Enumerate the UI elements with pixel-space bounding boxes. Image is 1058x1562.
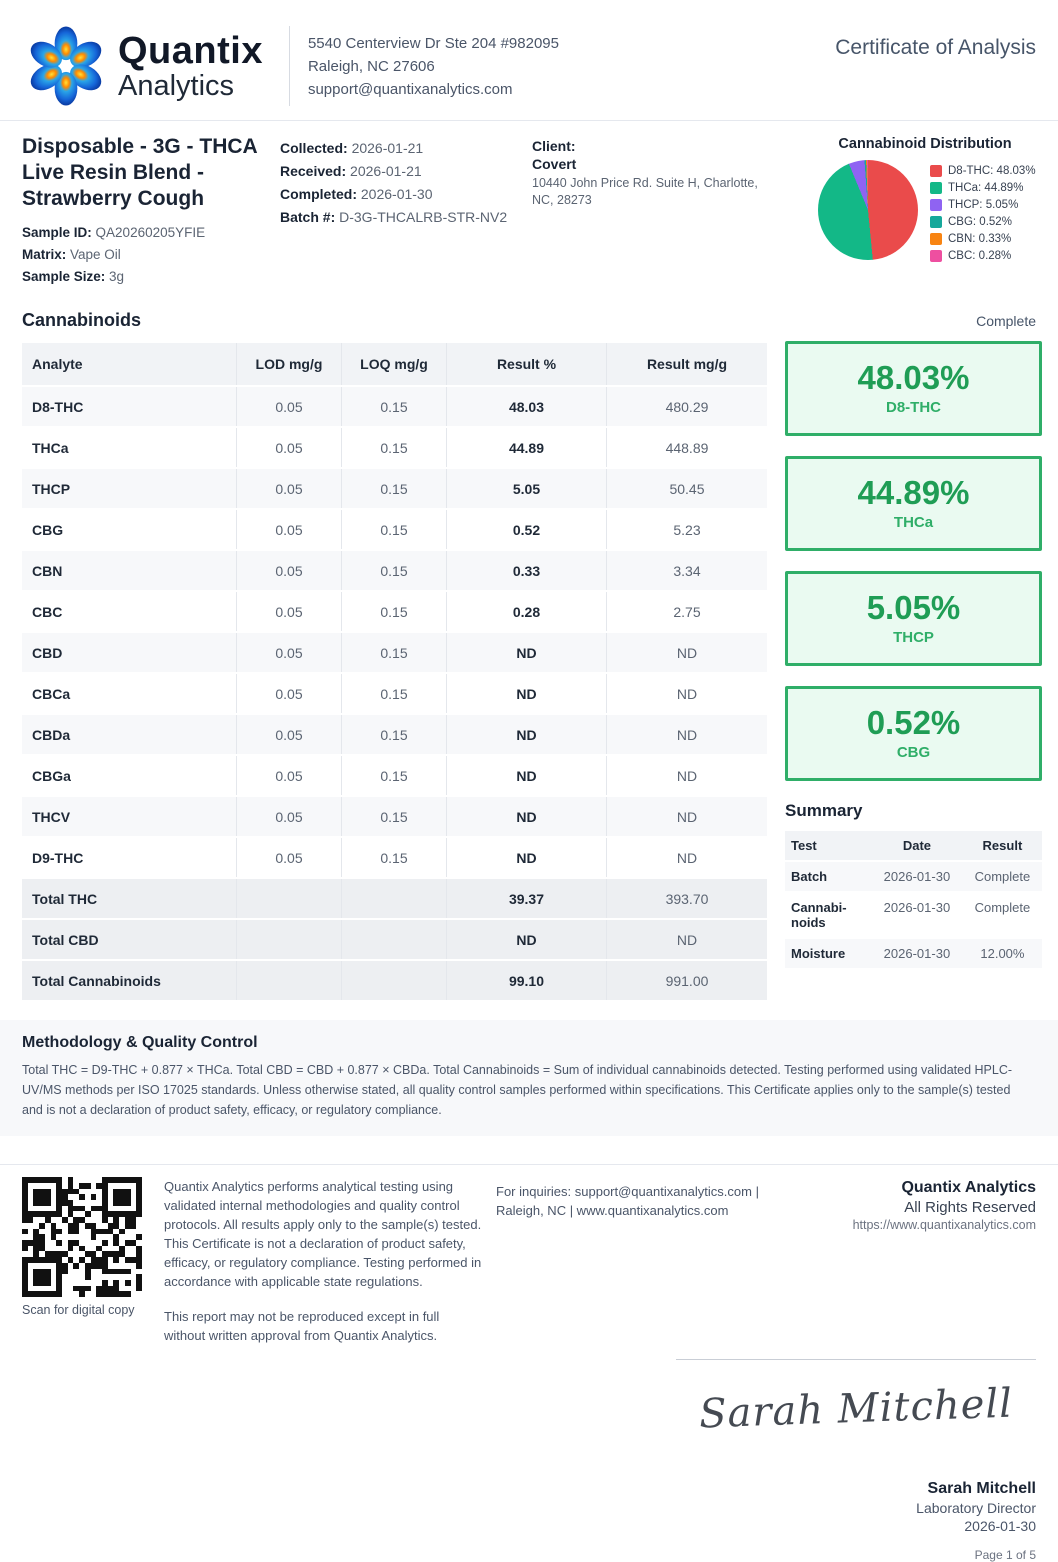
col-lod: LOD mg/g (237, 343, 342, 385)
table-row (22, 633, 767, 672)
cannabinoid-pie (818, 160, 918, 260)
header (0, 0, 1058, 118)
cell-analyte: CBDa (22, 715, 237, 754)
sum-col-date: Date (871, 831, 963, 860)
client-block (532, 134, 814, 288)
cell-result-pct: 48.03 (447, 387, 607, 426)
cell-lod: 0.05 (237, 838, 342, 877)
summary-row (785, 893, 1042, 937)
methodology-inner (11, 1034, 1036, 1120)
date-field (280, 160, 532, 183)
cell-result-pct: 99.10 (447, 961, 607, 1000)
brand-subname: Analytics (118, 70, 235, 102)
cell-lod: 0.05 (237, 715, 342, 754)
pie-legend (930, 160, 1036, 264)
qr-caption: Scan for digital copy (22, 1303, 135, 1318)
cell-result-mg: ND (607, 633, 767, 672)
legend-item (930, 213, 1036, 230)
lab-address-line: support@quantixanalytics.com (307, 81, 513, 98)
sample-field (22, 244, 280, 266)
cell-loq: 0.15 (342, 592, 447, 631)
methodology-section (0, 1020, 1058, 1136)
cell-result-pct: ND (447, 797, 607, 836)
legend-swatch (930, 165, 942, 177)
summary-title: Summary (785, 801, 863, 821)
main-content (0, 341, 1058, 1002)
right-rail (785, 341, 1042, 1002)
date-field (280, 137, 532, 160)
highlight-label: D8-THC (886, 398, 941, 416)
cell-lod: 0.05 (237, 756, 342, 795)
cell-analyte: CBN (22, 551, 237, 590)
highlight-value: 0.52% (866, 704, 961, 742)
summary-row (785, 939, 1042, 968)
cell-loq: 0.15 (342, 387, 447, 426)
brand-block (118, 32, 263, 103)
sample-fields (22, 222, 280, 288)
summary-header-row (785, 831, 1042, 860)
distribution-block (814, 134, 1036, 288)
table-row (22, 756, 767, 795)
sum-cell-result: Complete (963, 862, 1042, 891)
signature-divider (676, 1359, 1036, 1360)
cell-result-mg: 393.70 (607, 879, 767, 918)
signer-name: Sarah Mitchell (927, 1480, 1036, 1498)
cell-lod (237, 879, 342, 918)
lab-address (308, 32, 559, 101)
cell-result-pct: 44.89 (447, 428, 607, 467)
cell-analyte: Total CBD (22, 920, 237, 959)
client-name: Covert (532, 156, 577, 172)
legend-item (930, 179, 1036, 196)
legend-item (930, 162, 1036, 179)
cell-lod: 0.05 (237, 387, 342, 426)
date-label: Received: (280, 163, 347, 179)
cell-result-pct: ND (447, 838, 607, 877)
cell-loq: 0.15 (342, 633, 447, 672)
field-label: Sample Size: (22, 269, 106, 285)
cannabinoids-table-body (22, 387, 767, 1000)
footer-company-block (810, 1177, 1036, 1345)
sample-field (22, 266, 280, 288)
footer-inquiries: For inquiries: support@quantixanalytics.com | Raleigh, NC | www.quantixanalytics.com (496, 1184, 759, 1219)
cannabinoids-title: Cannabinoids (22, 310, 142, 331)
table-row (22, 797, 767, 836)
cell-analyte: D9-THC (22, 838, 237, 877)
date-value: 2026-01-30 (360, 186, 433, 202)
highlight-label: CBG (896, 743, 931, 761)
sample-field (22, 222, 280, 244)
field-value: Vape Oil (70, 247, 121, 263)
cell-loq: 0.15 (342, 428, 447, 467)
legend-swatch (930, 250, 942, 262)
date-value: D-3G-THCALRB-STR-NV2 (339, 209, 508, 225)
cell-lod (237, 961, 342, 1000)
cell-result-pct: ND (447, 633, 607, 672)
lab-address-line: Raleigh, NC 27606 (307, 58, 435, 75)
cell-result-pct: 0.52 (447, 510, 607, 549)
cell-lod: 0.05 (237, 797, 342, 836)
methodology-text: Total THC = D9-THC + 0.877 × THCa. Total CBD = CBD + 0.877 × CBDa. Total Cannabinoids = Sum of individual cannabinoids detected. Testing performed using validated HPLC-UV/MS methods per ISO 17025 standards. Unless otherwise stated, all quality control samples performed within specifications. This Certificate applies only to the sample(s) tested and is not a declaration of product safety, efficacy, or regulatory compliance. (22, 1063, 1013, 1118)
cell-loq (342, 920, 447, 959)
legend-item (930, 196, 1036, 213)
lab-address-line: 5540 Centerview Dr Ste 204 #982095 (307, 35, 559, 52)
cell-loq (342, 879, 447, 918)
highlight-value: 48.03% (857, 359, 970, 397)
date-field (280, 206, 532, 229)
cell-result-pct: ND (447, 715, 607, 754)
cell-lod: 0.05 (237, 674, 342, 713)
cell-loq (342, 961, 447, 1000)
table-row (22, 592, 767, 631)
cell-analyte: Total THC (22, 879, 237, 918)
cell-result-mg: 3.34 (607, 551, 767, 590)
cell-analyte: CBG (22, 510, 237, 549)
date-label: Collected: (280, 140, 348, 156)
summary-table-body (785, 862, 1042, 968)
cell-lod: 0.05 (237, 469, 342, 508)
cell-result-pct: ND (447, 920, 607, 959)
cell-loq: 0.15 (342, 469, 447, 508)
qr-block (22, 1177, 144, 1345)
highlight-card (785, 686, 1042, 781)
date-label: Completed: (280, 186, 357, 202)
sum-cell-result: 12.00% (963, 939, 1042, 968)
legend-label: CBC: 0.28% (948, 249, 1012, 262)
col-result-pct: Result % (447, 343, 607, 385)
document-title: Certificate of Analysis (835, 36, 1036, 59)
cell-result-pct: ND (447, 756, 607, 795)
cell-result-mg: ND (607, 797, 767, 836)
cell-result-mg: ND (676, 685, 698, 702)
table-row (22, 469, 767, 508)
cell-result-pct: 5.05 (447, 469, 607, 508)
signer-title: Laboratory Director (916, 1500, 1036, 1517)
date-value: 2026-01-21 (350, 163, 422, 179)
footer-rights: All Rights Reserved (904, 1199, 1036, 1217)
table-row (22, 674, 767, 713)
methodology-title: Methodology & Quality Control (22, 1034, 258, 1052)
cell-result-pct: 0.28 (447, 592, 607, 631)
legend-item (930, 247, 1036, 264)
sum-cell-result: Complete (974, 900, 1031, 916)
table-row (22, 387, 767, 426)
highlight-cards (785, 341, 1042, 781)
cell-lod: 0.05 (237, 428, 342, 467)
cell-loq: 0.15 (342, 551, 447, 590)
cell-lod: 0.05 (237, 510, 342, 549)
summary-row (785, 862, 1042, 891)
table-row (22, 879, 767, 918)
cell-loq: 0.15 (342, 838, 447, 877)
cell-lod (237, 920, 342, 959)
cell-loq: 0.15 (342, 715, 447, 754)
cell-analyte: D8-THC (22, 387, 237, 426)
header-divider (289, 26, 290, 106)
cell-lod: 0.05 (237, 592, 342, 631)
legend-swatch (930, 182, 942, 194)
footer-disclaimer-2: This report may not be reproduced except in full without written approval from Quantix Analytics. (164, 1309, 440, 1344)
cell-result-mg: ND (607, 920, 767, 959)
cell-analyte: THCP (22, 469, 237, 508)
signature-area (676, 1359, 1036, 1562)
sum-cell-date: 2026-01-30 (871, 939, 963, 968)
table-row (22, 715, 767, 754)
cannabinoids-table (22, 341, 767, 1002)
cannabinoids-status: Complete (976, 313, 1036, 330)
sum-cell-test: Batch (785, 862, 871, 891)
table-row (22, 961, 767, 1000)
distribution-title: Cannabinoid Distribution (838, 136, 1012, 152)
product-block (22, 134, 280, 288)
footer-url: https://www.quantixanalytics.com (852, 1218, 1036, 1233)
cell-result-pct: 0.33 (447, 551, 607, 590)
col-result-mg: Result mg/g (607, 343, 767, 385)
footer-disclaimers (164, 1177, 482, 1345)
legend-label: CBN: 0.33% (948, 232, 1012, 245)
table-row (22, 838, 767, 877)
cell-analyte: CBC (22, 592, 237, 631)
field-value: QA20260205YFIE (95, 225, 206, 241)
cell-lod: 0.05 (237, 551, 342, 590)
sum-cell-date: 2026-01-30 (883, 900, 951, 916)
cell-analyte: CBCa (22, 674, 237, 713)
cell-analyte: CBD (22, 633, 237, 672)
signer-block (676, 1480, 1036, 1534)
cell-result-pct: ND (447, 674, 607, 713)
cell-result-pct: 39.37 (447, 879, 607, 918)
footer-company-name: Quantix Analytics (901, 1179, 1036, 1197)
highlight-card (785, 571, 1042, 666)
sum-col-test: Test (785, 831, 871, 860)
table-row (22, 428, 767, 467)
cell-result-mg: 448.89 (665, 439, 709, 456)
cell-loq: 0.15 (342, 510, 447, 549)
legend-swatch (930, 199, 942, 211)
legend-label: THCa: 44.89% (948, 181, 1024, 194)
cell-result-mg: ND (676, 767, 698, 784)
client-address: 10440 John Price Rd. Suite H, Charlotte, NC, 28273 (532, 176, 758, 207)
distribution-body (814, 160, 1036, 264)
legend-label: THCP: 5.05% (948, 198, 1019, 211)
cannabinoids-table-head (22, 343, 767, 385)
field-value: 3g (109, 269, 125, 285)
signature: Sarah Mitchell (698, 1380, 1014, 1438)
table-header-row (22, 343, 767, 385)
qr-code (22, 1177, 142, 1297)
signature-date: 2026-01-30 (964, 1518, 1036, 1535)
summary-table-head (785, 831, 1042, 860)
col-analyte: Analyte (22, 343, 237, 385)
cell-result-mg: 50.45 (607, 469, 767, 508)
table-row (22, 551, 767, 590)
highlight-card (785, 456, 1042, 551)
cell-loq: 0.15 (342, 797, 447, 836)
field-label: Sample ID: (22, 225, 92, 241)
footer (0, 1165, 1058, 1345)
sum-cell-date: 2026-01-30 (871, 862, 963, 891)
field-label: Matrix: (22, 247, 67, 263)
cell-loq: 0.15 (342, 674, 447, 713)
summary-table (785, 829, 1042, 970)
cell-analyte: Total Cannabinoids (22, 961, 237, 1000)
table-row (22, 510, 767, 549)
page-number: Page 1 of 5 (974, 1548, 1036, 1562)
brand-name: Quantix (118, 30, 263, 72)
highlight-card (785, 341, 1042, 436)
sum-cell-test: Cannabinoids (791, 900, 847, 931)
sum-cell-test: Moisture (785, 939, 871, 968)
quantix-flower-logo (22, 24, 110, 108)
product-name: Disposable - 3G - THCA Live Resin Blend - Strawberry Cough (22, 135, 257, 211)
date-label: Batch #: (280, 209, 336, 225)
cell-analyte: CBGa (22, 756, 237, 795)
date-value: 2026-01-21 (351, 140, 424, 156)
legend-item (930, 230, 1036, 247)
cell-result-mg: 2.75 (673, 603, 701, 620)
cell-analyte: THCa (22, 428, 237, 467)
footer-disclaimer-1: Quantix Analytics performs analytical testing using validated internal methodologies and quality control protocols. All results apply only to the sample(s) tested. This Certificate is not a declaration of product safety, efficacy, or regulatory compliance. Testing performed in accordance with applicable state regulations. (164, 1179, 482, 1290)
highlight-value: 5.05% (866, 589, 961, 627)
sum-col-result: Result (963, 831, 1042, 860)
legend-label: D8-THC: 48.03% (948, 164, 1036, 177)
legend-swatch (930, 233, 942, 245)
legend-label: CBG: 0.52% (948, 215, 1012, 228)
cell-result-mg: 991.00 (607, 961, 767, 1000)
col-loq: LOQ mg/g (342, 343, 447, 385)
sample-info-section (0, 121, 1058, 294)
table-row (22, 920, 767, 959)
client-label: Client: (532, 138, 576, 154)
cell-lod: 0.05 (237, 633, 342, 672)
cell-result-mg: 5.23 (673, 521, 701, 538)
legend-swatch (930, 216, 942, 228)
cell-loq: 0.15 (342, 756, 447, 795)
cannabinoids-section-header (0, 294, 1058, 341)
date-field (280, 183, 532, 206)
cell-result-mg: 480.29 (607, 387, 767, 426)
cell-result-mg: ND (607, 715, 767, 754)
highlight-label: THCP (893, 628, 934, 646)
highlight-value: 44.89% (857, 474, 970, 512)
cell-analyte: THCV (22, 797, 237, 836)
dates-block (280, 134, 532, 288)
cell-result-mg: ND (676, 849, 698, 866)
highlight-label: THCa (893, 513, 934, 531)
